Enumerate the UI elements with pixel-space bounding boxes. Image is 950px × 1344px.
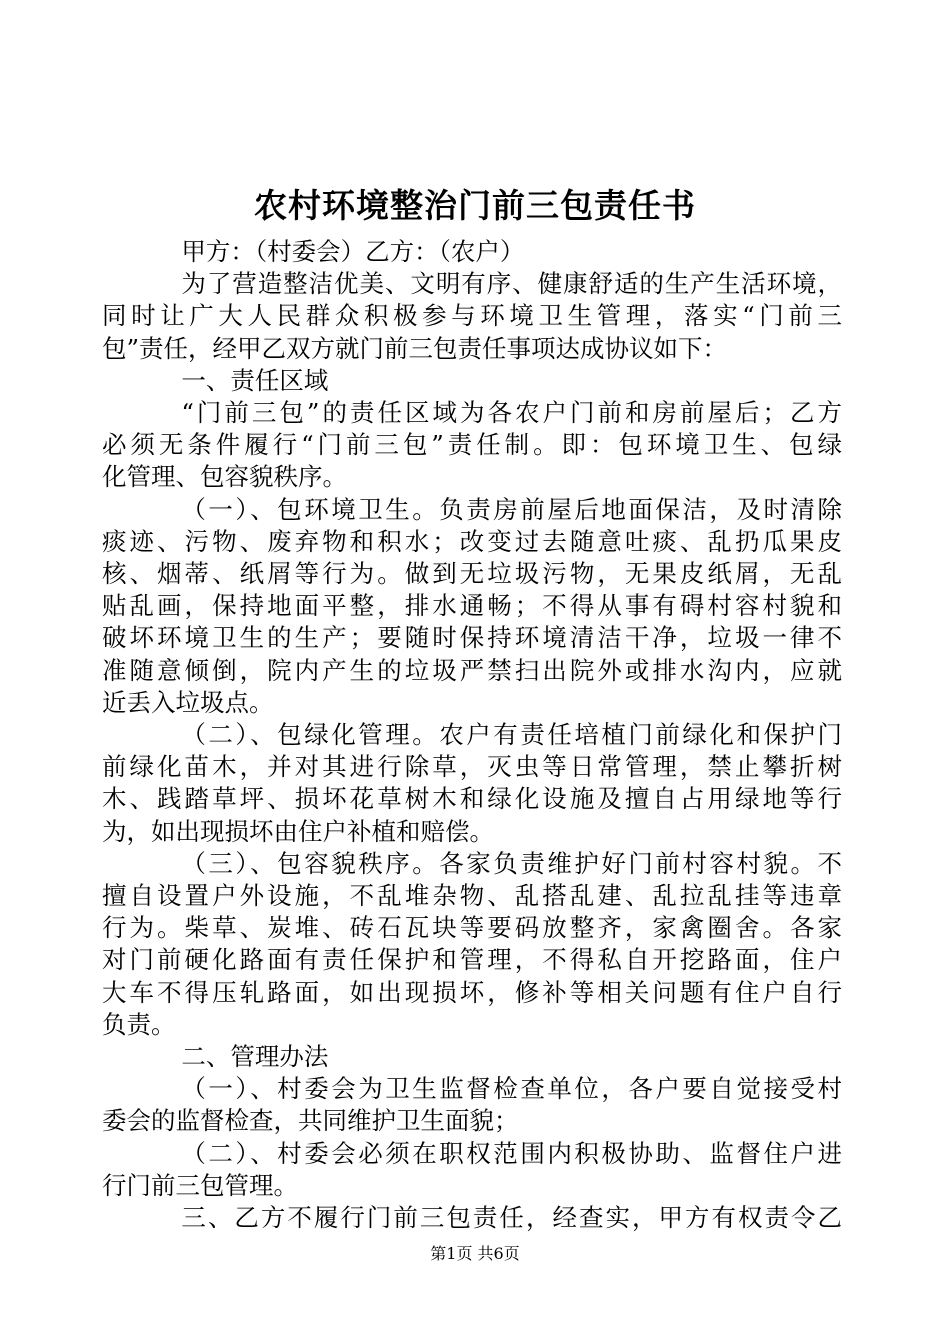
body-line: 为，如出现损坏由住户补植和赔偿。	[102, 816, 494, 846]
body-line: 痰迹、污物、废弃物和积水；改变过去随意吐痰、乱扔瓜果皮	[102, 526, 842, 556]
body-line: （三）、包容貌秩序。各家负责维护好门前村容村貌。不	[181, 848, 842, 878]
body-line: 木、践踏草坪、损坏花草树木和绿化设施及擅自占用绿地等行	[102, 784, 842, 814]
body-line: 同时让广大人民群众积极参与环境卫生管理，落实“门前三	[102, 301, 842, 331]
body-line: 擅自设置户外设施，不乱堆杂物、乱搭乱建、乱拉乱挂等违章	[102, 881, 842, 911]
body-line: 负责。	[102, 1009, 176, 1039]
body-line: 对门前硬化路面有责任保护和管理，不得私自开挖路面，住户	[102, 945, 842, 975]
body-line: 化管理、包容貌秩序。	[102, 462, 347, 492]
document-body	[102, 236, 842, 1234]
body-line: 包”责任，经甲乙双方就门前三包责任事项达成协议如下：	[102, 333, 728, 363]
body-line: 大车不得压轧路面，如出现损坏，修补等相关问题有住户自行	[102, 977, 842, 1007]
body-line: 贴乱画，保持地面平整，排水通畅；不得从事有碍村容村貌和	[102, 591, 842, 621]
body-line: （二）、村委会必须在职权范围内积极协助、监督住户进	[181, 1138, 842, 1168]
body-line: 核、烟蒂、纸屑等行为。做到无垃圾污物，无果皮纸屑，无乱	[102, 559, 842, 589]
body-line: 为了营造整洁优美、文明有序、健康舒适的生产生活环境，	[181, 269, 842, 299]
body-line: 准随意倾倒，院内产生的垃圾严禁扫出院外或排水沟内，应就	[102, 655, 842, 685]
body-line: 二、管理办法	[181, 1042, 329, 1072]
body-line: （一）、村委会为卫生监督检查单位，各户要自觉接受村	[181, 1074, 842, 1104]
body-line: 委会的监督检查，共同维护卫生面貌；	[102, 1106, 519, 1136]
body-line: 破坏环境卫生的生产；要随时保持环境清洁干净，垃圾一律不	[102, 623, 842, 653]
body-line: 行为。柴草、炭堆、砖石瓦块等要码放整齐，家禽圈舍。各家	[102, 913, 842, 943]
body-line: “门前三包”的责任区域为各农户门前和房前屋后；乙方	[181, 398, 842, 428]
body-line: （二）、包绿化管理。农户有责任培植门前绿化和保护门	[181, 720, 842, 750]
body-line: 甲方：（村委会）乙方：（农户）	[181, 237, 525, 266]
document-title: 农村环境整治门前三包责任书	[254, 186, 696, 225]
body-line: （一）、包环境卫生。负责房前屋后地面保洁，及时清除	[181, 494, 842, 524]
body-line: 近丢入垃圾点。	[102, 687, 274, 717]
body-line: 必须无条件履行“门前三包”责任制。即：包环境卫生、包绿	[102, 430, 842, 460]
body-line: 一、责任区域	[181, 365, 329, 395]
page-footer: 第1页 共6页	[430, 1244, 520, 1263]
body-line: 前绿化苗木，并对其进行除草，灭虫等日常管理，禁止攀折树	[102, 752, 842, 782]
body-line: 行门前三包管理。	[102, 1170, 298, 1200]
body-line: 三、乙方不履行门前三包责任，经查实，甲方有权责令乙	[181, 1203, 842, 1233]
